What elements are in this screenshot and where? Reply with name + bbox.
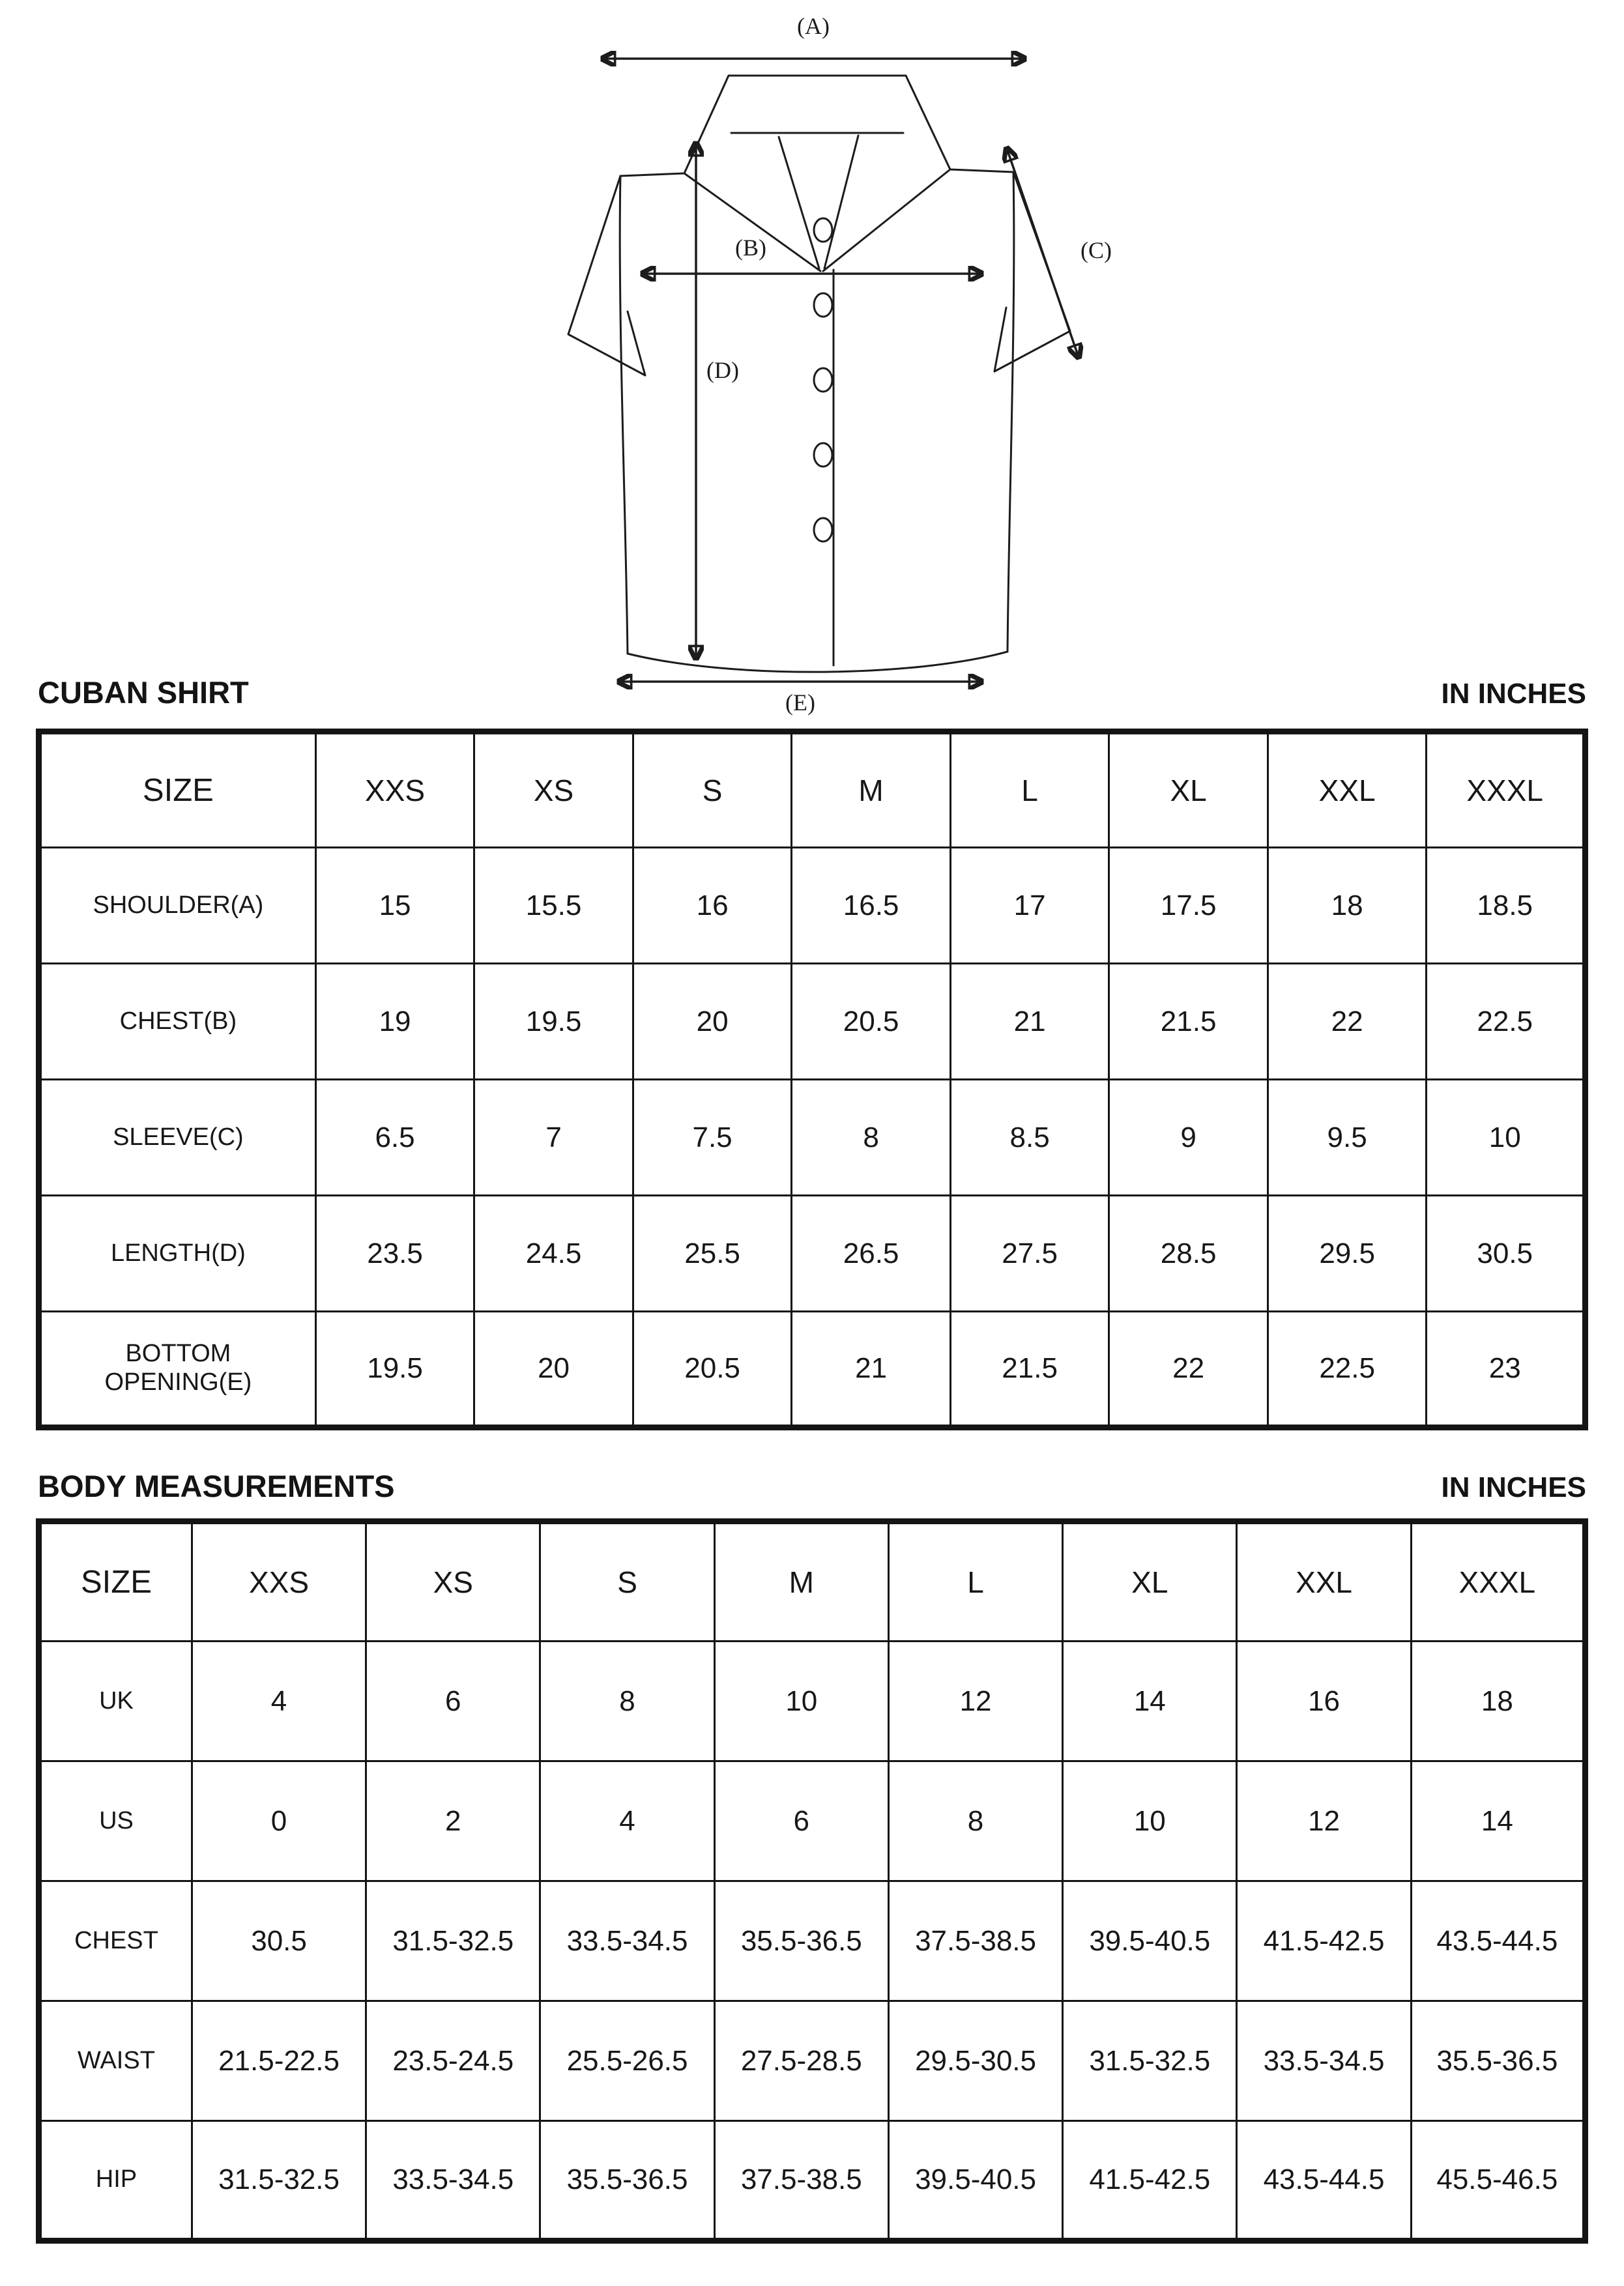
table-cell: 16 <box>633 848 792 964</box>
table-cell: 29.5-30.5 <box>888 2001 1062 2121</box>
shirt-table-unit-label: IN INCHES <box>1441 678 1586 710</box>
table-cell: 33.5-34.5 <box>366 2121 540 2241</box>
table-cell: 6 <box>714 1761 888 1881</box>
column-header-xxxl: XXXL <box>1427 732 1586 848</box>
table-cell: 20 <box>474 1312 633 1428</box>
table-cell: 24.5 <box>474 1196 633 1312</box>
table-cell: 8.5 <box>950 1080 1109 1196</box>
table-cell: 31.5-32.5 <box>366 1881 540 2001</box>
table-cell: 16.5 <box>792 848 951 964</box>
table-cell: 23.5-24.5 <box>366 2001 540 2121</box>
body-side-right <box>1008 172 1014 652</box>
sleeve-right <box>994 172 1070 371</box>
table-cell: 12 <box>1237 1761 1411 1881</box>
column-header-xxxl: XXXL <box>1411 1522 1585 1642</box>
table-cell: 21 <box>950 964 1109 1080</box>
table-cell: 21.5 <box>950 1312 1109 1428</box>
length-measure-arrow <box>696 143 739 658</box>
table-cell: 6.5 <box>315 1080 474 1196</box>
sleeve-left <box>568 176 645 375</box>
lapel-right <box>823 169 950 271</box>
table-cell: 4 <box>192 1642 366 1761</box>
table-row <box>39 2121 1586 2241</box>
collar-right-edge <box>906 76 950 169</box>
table-cell: 21 <box>792 1312 951 1428</box>
table-cell: 17.5 <box>1109 848 1268 964</box>
table-cell: 30.5 <box>1427 1196 1586 1312</box>
row-label-text: US <box>99 1806 134 1834</box>
table-cell: 12 <box>888 1642 1062 1761</box>
table-cell: 29.5 <box>1268 1196 1427 1312</box>
table-cell: 22 <box>1268 964 1427 1080</box>
table-cell: 10 <box>1063 1761 1237 1881</box>
table-cell: 27.5 <box>950 1196 1109 1312</box>
shirt-outline <box>568 76 1070 672</box>
table-cell: 22.5 <box>1268 1312 1427 1428</box>
table-cell: 9.5 <box>1268 1080 1427 1196</box>
shoulder-measure-arrow <box>603 13 1024 59</box>
header-row <box>39 1522 1586 1642</box>
row-label <box>39 1761 192 1881</box>
table-cell: 22 <box>1109 1312 1268 1428</box>
table-cell: 7.5 <box>633 1080 792 1196</box>
table-cell: 7 <box>474 1080 633 1196</box>
body-measurements-table <box>36 1518 1588 2244</box>
column-header-s: S <box>633 732 792 848</box>
table-cell: 0 <box>192 1761 366 1881</box>
row-label-text: BOTTOM OPENING(E) <box>104 1340 252 1396</box>
column-header-xxs: XXS <box>192 1522 366 1642</box>
column-header-xs: XS <box>366 1522 540 1642</box>
shirt-diagram <box>521 5 1140 717</box>
measure-label-a: (A) <box>797 13 830 39</box>
table-cell: 33.5-34.5 <box>540 1881 714 2001</box>
neckline-left <box>779 137 819 268</box>
column-header-xxl: XXL <box>1268 732 1427 848</box>
table-cell: 15.5 <box>474 848 633 964</box>
row-label <box>39 964 316 1080</box>
table-cell: 21.5-22.5 <box>192 2001 366 2121</box>
row-label <box>39 1312 316 1428</box>
size-column-header: SIZE <box>39 732 316 848</box>
table-cell: 43.5-44.5 <box>1237 2121 1411 2241</box>
collar-left-edge <box>684 76 729 173</box>
table-cell: 18.5 <box>1427 848 1586 964</box>
table-cell: 8 <box>540 1642 714 1761</box>
table-cell: 18 <box>1411 1642 1585 1761</box>
table-cell: 20.5 <box>633 1312 792 1428</box>
row-label <box>39 1881 192 2001</box>
row-label-text: CHEST(B) <box>119 1007 237 1035</box>
table-cell: 20.5 <box>792 964 951 1080</box>
row-label-text: SHOULDER(A) <box>93 891 264 919</box>
column-header-xs: XS <box>474 732 633 848</box>
row-label-text: CHEST <box>74 1926 158 1954</box>
table-cell: 10 <box>1427 1080 1586 1196</box>
table-cell: 45.5-46.5 <box>1411 2121 1585 2241</box>
sleeve-measure-arrow <box>1007 149 1112 357</box>
table-cell: 39.5-40.5 <box>1063 1881 1237 2001</box>
column-header-m: M <box>792 732 951 848</box>
row-label <box>39 2001 192 2121</box>
table-cell: 19.5 <box>315 1312 474 1428</box>
table-cell: 30.5 <box>192 1881 366 2001</box>
table-cell: 21.5 <box>1109 964 1268 1080</box>
table-cell: 15 <box>315 848 474 964</box>
table-cell: 27.5-28.5 <box>714 2001 888 2121</box>
table-cell: 14 <box>1411 1761 1585 1881</box>
table-cell: 14 <box>1063 1642 1237 1761</box>
table-cell: 9 <box>1109 1080 1268 1196</box>
column-header-m: M <box>714 1522 888 1642</box>
table-cell: 35.5-36.5 <box>1411 2001 1585 2121</box>
table-cell: 41.5-42.5 <box>1063 2121 1237 2241</box>
body-table-title: BODY MEASUREMENTS <box>38 1469 395 1503</box>
table-cell: 23 <box>1427 1312 1586 1428</box>
row-label-text: HIP <box>95 2165 138 2193</box>
table-cell: 37.5-38.5 <box>888 1881 1062 2001</box>
table-row <box>39 1080 1586 1196</box>
row-label <box>39 1196 316 1312</box>
table-cell: 19.5 <box>474 964 633 1080</box>
column-header-xxl: XXL <box>1237 1522 1411 1642</box>
table-cell: 33.5-34.5 <box>1237 2001 1411 2121</box>
column-header-xxs: XXS <box>315 732 474 848</box>
body-table-unit-label: IN INCHES <box>1441 1471 1586 1503</box>
table-cell: 4 <box>540 1761 714 1881</box>
table-cell: 19 <box>315 964 474 1080</box>
table-cell: 41.5-42.5 <box>1237 1881 1411 2001</box>
shirt-line-art <box>521 5 1140 717</box>
measure-label-c: (C) <box>1080 237 1112 263</box>
table-cell: 8 <box>792 1080 951 1196</box>
measure-label-b: (B) <box>735 235 766 261</box>
table-row <box>39 848 1586 964</box>
shirt-table-title: CUBAN SHIRT <box>38 675 249 710</box>
table-row <box>39 2001 1586 2121</box>
table-row <box>39 964 1586 1080</box>
table-cell: 6 <box>366 1642 540 1761</box>
measure-label-e: (E) <box>785 689 815 716</box>
shoulder-right <box>950 169 1013 172</box>
row-label <box>39 848 316 964</box>
table-cell: 35.5-36.5 <box>540 2121 714 2241</box>
size-column-header: SIZE <box>39 1522 192 1642</box>
row-label-text: UK <box>99 1686 134 1714</box>
shirt-table-heading <box>38 656 1586 710</box>
table-cell: 43.5-44.5 <box>1411 1881 1585 2001</box>
table-cell: 26.5 <box>792 1196 951 1312</box>
measure-label-d: (D) <box>706 357 739 383</box>
table-row <box>39 1312 1586 1428</box>
table-cell: 31.5-32.5 <box>192 2121 366 2241</box>
table-cell: 39.5-40.5 <box>888 2121 1062 2241</box>
column-header-s: S <box>540 1522 714 1642</box>
shirt-size-table <box>36 729 1588 1430</box>
chest-measure-arrow <box>643 235 981 274</box>
table-row <box>39 1196 1586 1312</box>
table-cell: 28.5 <box>1109 1196 1268 1312</box>
table-cell: 35.5-36.5 <box>714 1881 888 2001</box>
table-cell: 31.5-32.5 <box>1063 2001 1237 2121</box>
row-label <box>39 1642 192 1761</box>
table-cell: 2 <box>366 1761 540 1881</box>
table-cell: 10 <box>714 1642 888 1761</box>
table-cell: 18 <box>1268 848 1427 964</box>
row-label <box>39 2121 192 2241</box>
table-cell: 25.5 <box>633 1196 792 1312</box>
column-header-l: L <box>888 1522 1062 1642</box>
header-row <box>39 732 1586 848</box>
shoulder-left <box>620 173 684 176</box>
body-table-heading <box>38 1449 1586 1504</box>
table-cell: 16 <box>1237 1642 1411 1761</box>
table-cell: 37.5-38.5 <box>714 2121 888 2241</box>
column-header-l: L <box>950 732 1109 848</box>
row-label-text: LENGTH(D) <box>110 1239 246 1267</box>
table-row <box>39 1881 1586 2001</box>
table-cell: 17 <box>950 848 1109 964</box>
row-label <box>39 1080 316 1196</box>
table-cell: 23.5 <box>315 1196 474 1312</box>
table-cell: 25.5-26.5 <box>540 2001 714 2121</box>
neckline-right <box>824 136 858 268</box>
row-label-text: WAIST <box>78 2046 155 2074</box>
column-header-xl: XL <box>1063 1522 1237 1642</box>
table-row <box>39 1642 1586 1761</box>
body-side-left <box>620 176 628 654</box>
table-row <box>39 1761 1586 1881</box>
table-cell: 22.5 <box>1427 964 1586 1080</box>
column-header-xl: XL <box>1109 732 1268 848</box>
table-cell: 8 <box>888 1761 1062 1881</box>
row-label-text: SLEEVE(C) <box>113 1123 244 1151</box>
table-cell: 20 <box>633 964 792 1080</box>
